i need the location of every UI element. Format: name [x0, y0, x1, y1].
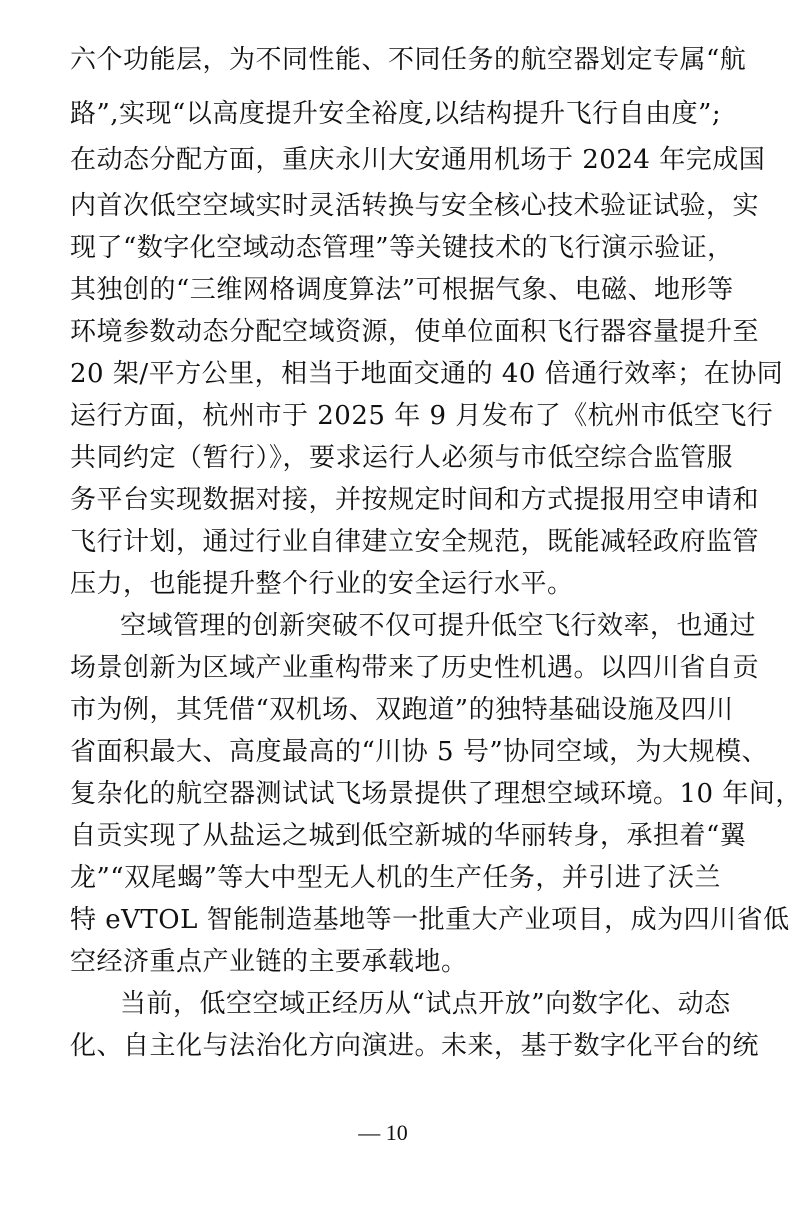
body-line: 飞行计划，通过行业自律建立安全规范，既能减轻政府监管	[70, 527, 760, 557]
body-line: 六个功能层，为不同性能、不同任务的航空器划定专属“航	[70, 45, 747, 75]
body-line: 共同约定（暂行）》，要求运行人必须与市低空综合监管服	[70, 443, 734, 473]
body-line: 场景创新为区域产业重构带来了历史性机遇。以四川省自贡	[70, 653, 760, 683]
body-line: 自贡实现了从盐运之城到低空新城的华丽转身，承担着“翼	[70, 821, 747, 851]
body-line: 环境参数动态分配空域资源，使单位面积飞行器容量提升至	[70, 317, 760, 347]
body-line: 路”,实现“以高度提升安全裕度,以结构提升飞行自由度”;	[70, 99, 722, 129]
paragraph-first-line: 空域管理的创新突破不仅可提升低空飞行效率，也通过	[120, 611, 757, 641]
body-line: 现了“数字化空域动态管理”等关键技术的飞行演示验证，	[70, 233, 734, 263]
body-line: 务平台实现数据对接，并按规定时间和方式提报用空申请和	[70, 485, 760, 515]
body-line: 空经济重点产业链的主要承载地。	[70, 947, 468, 977]
body-line: 复杂化的航空器测试试飞场景提供了理想空域环境。10 年间，	[70, 779, 802, 809]
body-line: 其独创的“三维网格调度算法”可根据气象、电磁、地形等	[70, 275, 734, 305]
body-line: 压力，也能提升整个行业的安全运行水平。	[70, 569, 574, 599]
body-line: 运行方面，杭州市于 2025 年 9 月发布了《杭州市低空飞行	[70, 401, 774, 431]
page-number: — 10	[358, 1120, 408, 1145]
body-line: 特 eVTOL 智能制造基地等一批重大产业项目，成为四川省低	[70, 905, 790, 935]
body-line: 在动态分配方面，重庆永川大安通用机场于 2024 年完成国	[70, 145, 766, 175]
paragraph-first-line: 当前，低空空域正经历从“试点开放”向数字化、动态	[120, 989, 731, 1019]
body-line: 龙”“双尾蝎”等大中型无人机的生产任务，并引进了沃兰	[70, 863, 721, 893]
body-line: 20 架/平方公里，相当于地面交通的 40 倍通行效率；在协同	[70, 359, 784, 389]
body-line: 省面积最大、高度最高的“川协 5 号”协同空域，为大规模、	[70, 737, 769, 767]
body-line: 内首次低空空域实时灵活转换与安全核心技术验证试验，实	[70, 191, 760, 221]
body-line: 化、自主化与法治化方向演进。未来，基于数字化平台的统	[70, 1031, 760, 1061]
body-line: 市为例，其凭借“双机场、双跑道”的独特基础设施及四川	[70, 695, 734, 725]
